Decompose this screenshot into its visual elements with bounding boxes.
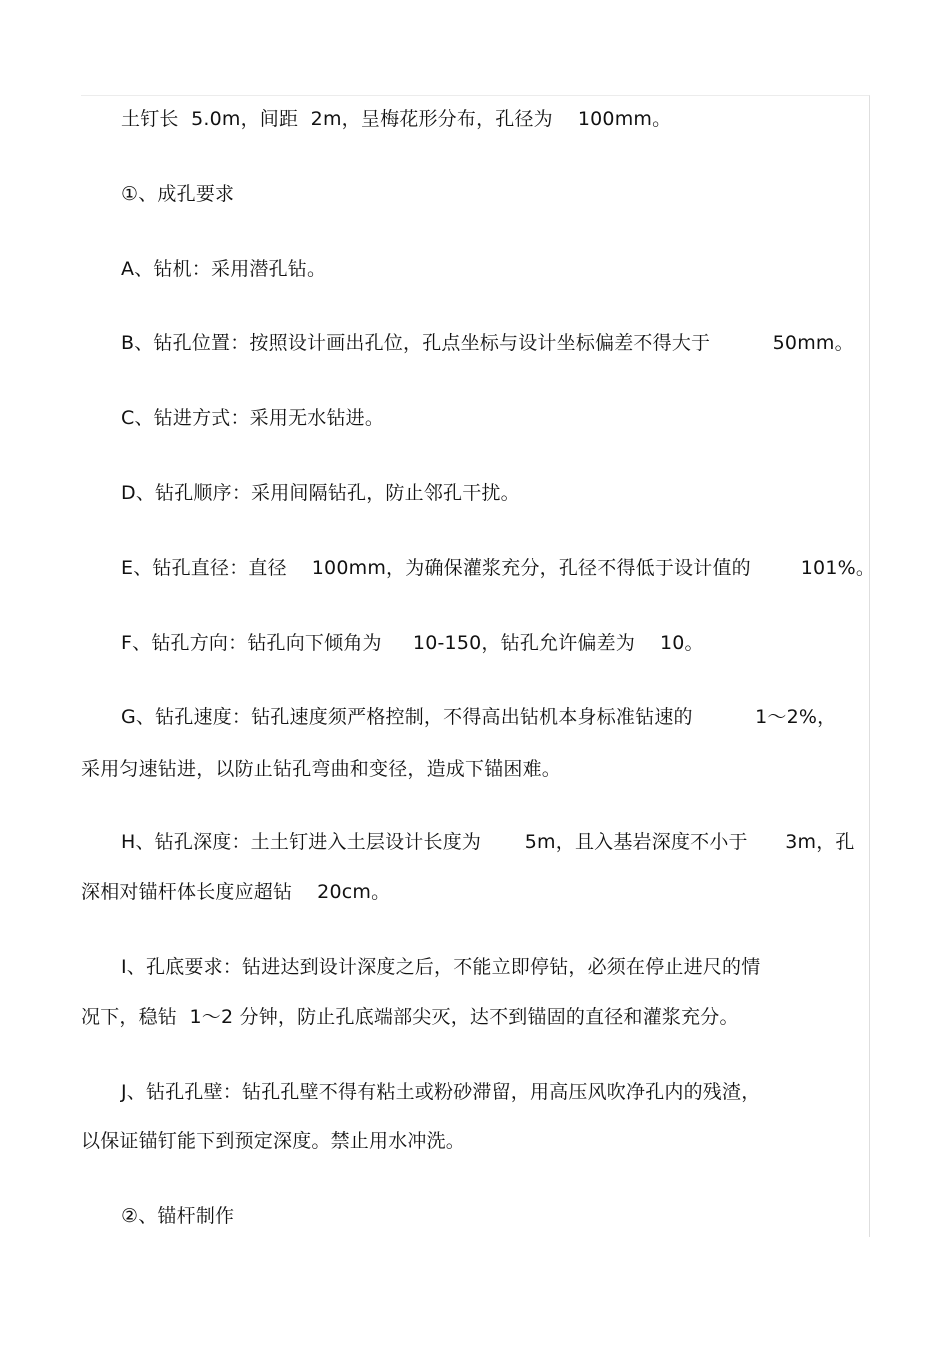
section-heading-drilling: ①、成孔要求 [121,183,235,205]
item-c-drilling-method: C、钻进方式：采用无水钻进。 [121,407,385,429]
item-a-drill-rig: A、钻机：采用潜孔钻。 [121,258,327,280]
item-d-drilling-order: D、钻孔顺序：采用间隔钻孔，防止邻孔干扰。 [121,482,520,504]
item-e-hole-diameter: E、钻孔直径：直径 100mm，为确保灌浆充分，孔径不得低于设计值的 101%。 [121,557,876,579]
section-heading-anchor-fabrication: ②、锚杆制作 [121,1205,235,1227]
item-j-hole-wall: J、钻孔孔壁：钻孔孔壁不得有粘土或粉砂滞留，用高压风吹净孔内的残渣， [121,1081,761,1103]
item-h-drilling-depth: H、钻孔深度：土土钉进入土层设计长度为 5m，且入基岩深度不小于 3m，孔 [121,831,855,853]
item-i-continuation: 况下，稳钻 1～2 分钟，防止孔底端部尖灭，达不到锚固的直径和灌浆充分。 [81,1006,739,1028]
item-g-drilling-speed: G、钻孔速度：钻孔速度须严格控制，不得高出钻机本身标准钻速的 1～2%， [121,706,837,728]
item-i-hole-bottom: I、孔底要求：钻进达到设计深度之后，不能立即停钻，必须在停止进尺的情 [121,956,761,978]
item-j-continuation: 以保证锚钉能下到预定深度。禁止用水冲洗。 [81,1130,466,1152]
item-g-continuation: 采用匀速钻进，以防止钻孔弯曲和变径，造成下锚困难。 [81,758,562,780]
item-b-hole-position: B、钻孔位置：按照设计画出孔位，孔点坐标与设计坐标偏差不得大于 50mm。 [121,332,854,354]
soil-nail-spec-line: 土钉长 5.0m，间距 2m，呈梅花形分布，孔径为 100mm。 [121,108,672,130]
item-h-continuation: 深相对锚杆体长度应超钻 20cm。 [81,881,391,903]
item-f-drilling-direction: F、钻孔方向：钻孔向下倾角为 10-150，钻孔允许偏差为 10。 [121,632,704,654]
